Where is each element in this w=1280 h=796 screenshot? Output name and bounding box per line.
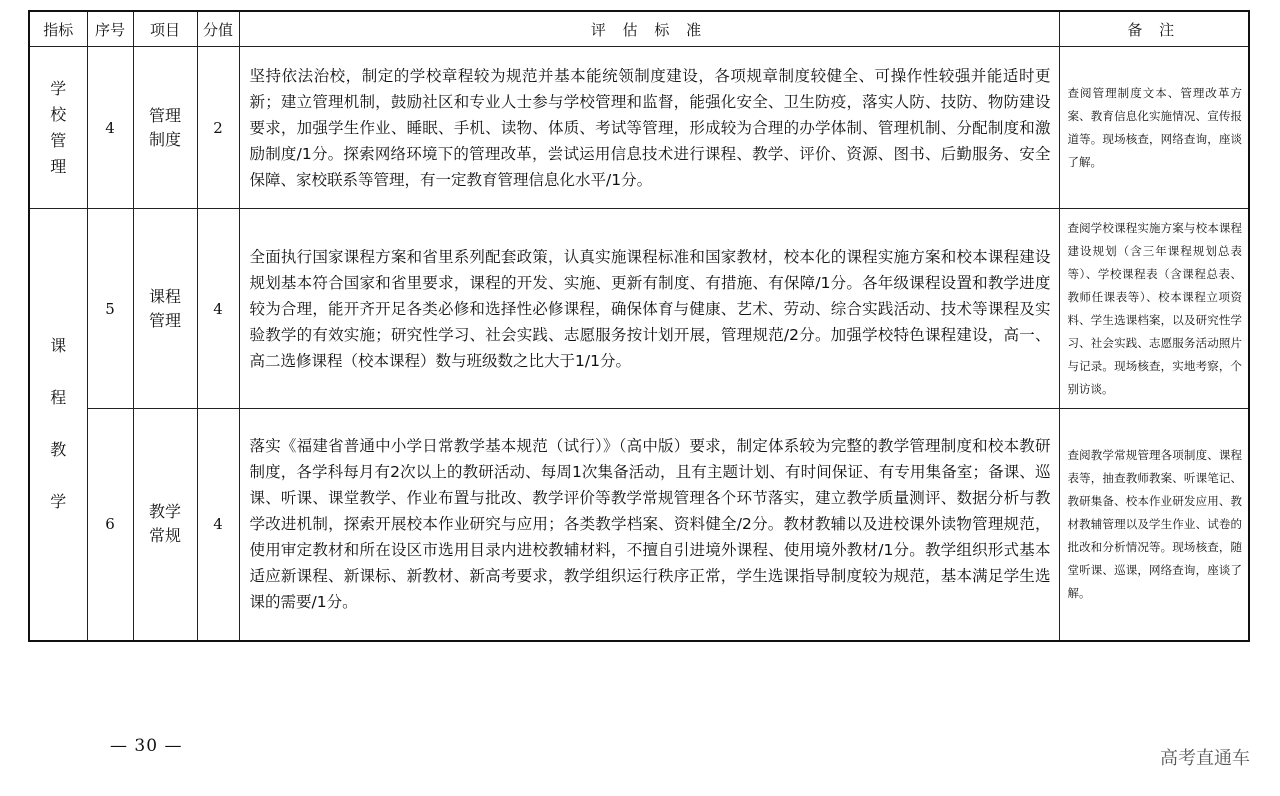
table-row bbox=[29, 47, 1249, 209]
standard-cell: 全面执行国家课程方案和省里系列配套政策，认真实施课程标准和国家教材，校本化的课程实施方案和校本课程建设规划基本符合国家和省里要求，课程的开发、实施、更新有制度、有措施、有保障/1分。各年级课程设置和教学进度较为合理，能开齐开足各类必修和选择性必修课程，确保体育与健康、艺术、劳动、综合实践活动、技术等课程及实验教学的有效实施；研究性学习、社会实践、志愿服务按计划开展，管理规范/2分。加强学校特色课程建设，高一、高二选修课程（校本课程）数与班级数之比大于1/1分。 bbox=[239, 209, 1059, 409]
category-char: 教 bbox=[50, 440, 67, 460]
remarks-cell: 查阅教学常规管理各项制度、课程表等，抽查教师教案、听课笔记、教研集备、校本作业研发应用、教材教辅管理以及学生作业、试卷的批改和分析情况等。现场核查，随堂听课、巡课，网络查询，座谈了解。 bbox=[1059, 409, 1249, 641]
seq-cell: 6 bbox=[87, 409, 133, 641]
seq-cell: 4 bbox=[87, 47, 133, 209]
item-cell bbox=[133, 409, 197, 641]
header-indicator: 指标 bbox=[29, 11, 87, 47]
evaluation-table bbox=[28, 10, 1250, 642]
category-char: 程 bbox=[50, 388, 67, 408]
seq-cell: 5 bbox=[87, 209, 133, 409]
category-char: 理 bbox=[50, 156, 67, 176]
item-line: 管理 bbox=[148, 105, 181, 125]
category-char: 管 bbox=[50, 130, 67, 150]
item-line: 课程 bbox=[148, 286, 181, 306]
header-item: 项目 bbox=[133, 11, 197, 47]
standard-cell: 坚持依法治校，制定的学校章程较为规范并基本能统领制度建设，各项规章制度较健全、可操作性较强并能适时更新；建立管理机制，鼓励社区和专业人士参与学校管理和监督，能强化安全、卫生防疫，落实人防、技防、物防建设要求，加强学生作业、睡眠、手机、读物、体质、考试等管理，形成较为合理的办学体制、管理机制、分配制度和激励制度/1分。探索网络环境下的管理改革，尝试运用信息技术进行课程、教学、评价、资源、图书、后勤服务、安全保障、家校联系等管理，有一定教育管理信息化水平/1分。 bbox=[239, 47, 1059, 209]
item-cell bbox=[133, 47, 197, 209]
category-char: 课 bbox=[50, 336, 67, 356]
item-line: 制度 bbox=[148, 129, 181, 149]
score-cell: 2 bbox=[197, 47, 239, 209]
header-standard: 评 估 标 准 bbox=[239, 11, 1059, 47]
header-seq: 序号 bbox=[87, 11, 133, 47]
item-line: 教学 bbox=[148, 502, 181, 522]
category-cell-school-management bbox=[29, 47, 87, 209]
category-cell-course-teaching bbox=[29, 209, 87, 641]
header-remarks: 备 注 bbox=[1059, 11, 1249, 47]
standard-cell: 落实《福建省普通中小学日常教学基本规范（试行）》（高中版）要求，制定体系较为完整的教学管理制度和校本教研制度，各学科每月有2次以上的教研活动、每周1次集备活动，且有主题计划、有时间保证、有专用集备室；备课、巡课、听课、课堂教学、作业布置与批改、教学评价等教学常规管理各个环节落实，建立教学质量测评、数据分析与教学改进机制，探索开展校本作业研究与应用；各类教学档案、资料健全/2分。教材教辅以及进校课外读物管理规范，使用审定教材和所在设区市选用目录内进校教辅材料，不擅自引进境外课程、使用境外教材/1分。教学组织形式基本适应新课程、新课标、新教材、新高考要求，教学组织运行秩序正常，学生选课指导制度较为规范，基本满足学生选课的需要/1分。 bbox=[239, 409, 1059, 641]
header-score: 分值 bbox=[197, 11, 239, 47]
category-char: 学 bbox=[50, 492, 67, 512]
category-char: 学 bbox=[50, 78, 67, 98]
watermark-text: 高考直通车 bbox=[1160, 748, 1250, 769]
item-line: 管理 bbox=[148, 310, 181, 330]
score-cell: 4 bbox=[197, 209, 239, 409]
table-row bbox=[29, 209, 1249, 409]
evaluation-table-container bbox=[28, 10, 1248, 642]
score-cell: 4 bbox=[197, 409, 239, 641]
remarks-cell: 查阅学校课程实施方案与校本课程建设规划（含三年课程规划总表等）、学校课程表（含课程总表、教师任课表等）、校本课程立项资料、学生选课档案，以及研究性学习、社会实践、志愿服务活动照片与记录。现场核查，实地考察，个别访谈。 bbox=[1059, 209, 1249, 409]
table-header-row bbox=[29, 11, 1249, 47]
table-row bbox=[29, 409, 1249, 641]
remarks-cell: 查阅管理制度文本、管理改革方案、教育信息化实施情况、宣传报道等。现场核查，网络查询，座谈了解。 bbox=[1059, 47, 1249, 209]
item-line: 常规 bbox=[148, 526, 181, 546]
item-cell bbox=[133, 209, 197, 409]
category-char: 校 bbox=[50, 104, 67, 124]
page-number: — 30 — bbox=[110, 736, 183, 756]
